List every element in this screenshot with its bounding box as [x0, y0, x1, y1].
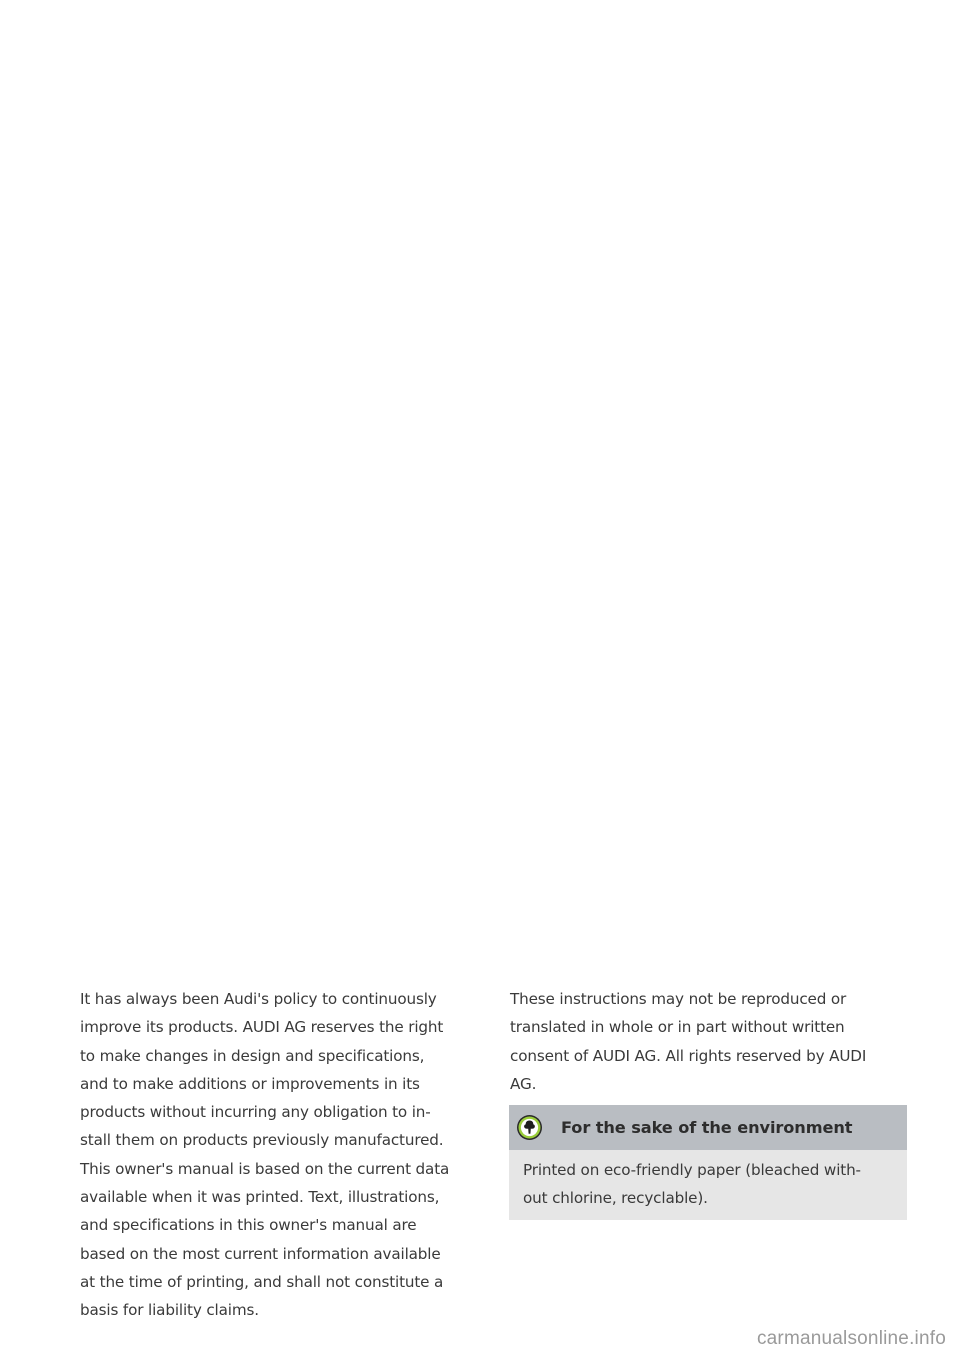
right-column-paragraph — [510, 985, 910, 1098]
note-line: out chlorine, recyclable). — [523, 1189, 708, 1207]
paragraph-line: These instructions may not be reproduced or — [510, 990, 847, 1008]
paragraph-line: improve its products. AUDI AG reserves the right — [80, 1018, 444, 1037]
paragraph-line: stall them on products previously manufactured. — [80, 1131, 444, 1150]
left-column-paragraph — [80, 985, 480, 1325]
paragraph-line: available when it was printed. Text, illustrations, — [80, 1188, 440, 1207]
tree-icon — [516, 1114, 543, 1141]
paragraph-line: at the time of printing, and shall not constitute a — [80, 1272, 444, 1291]
environment-note-body — [509, 1150, 907, 1220]
environment-note-box — [509, 1105, 907, 1220]
paragraph-line: and to make additions or improvements in its — [80, 1074, 420, 1093]
watermark: carmanualsonline.info — [756, 1328, 946, 1349]
environment-note-header — [509, 1105, 907, 1150]
paragraph-line: AG. — [510, 1074, 537, 1093]
paragraph-line: translated in whole or in part without written — [510, 1018, 845, 1037]
paragraph-line: based on the most current information available — [80, 1244, 441, 1263]
environment-note-title: For the sake of the environment — [561, 1118, 853, 1137]
paragraph-line: It has always been Audi's policy to continuously — [80, 990, 437, 1008]
note-line: Printed on eco-friendly paper (bleached with- — [523, 1161, 861, 1179]
paragraph-line: consent of AUDI AG. All rights reserved by AUDI — [510, 1046, 867, 1065]
paragraph-line: and specifications in this owner's manual are — [80, 1216, 417, 1235]
paragraph-line: basis for liability claims. — [80, 1301, 259, 1320]
paragraph-line: This owner's manual is based on the current data — [80, 1159, 450, 1178]
paragraph-line: products without incurring any obligation to in- — [80, 1103, 431, 1122]
paragraph-line: to make changes in design and specifications, — [80, 1046, 425, 1065]
